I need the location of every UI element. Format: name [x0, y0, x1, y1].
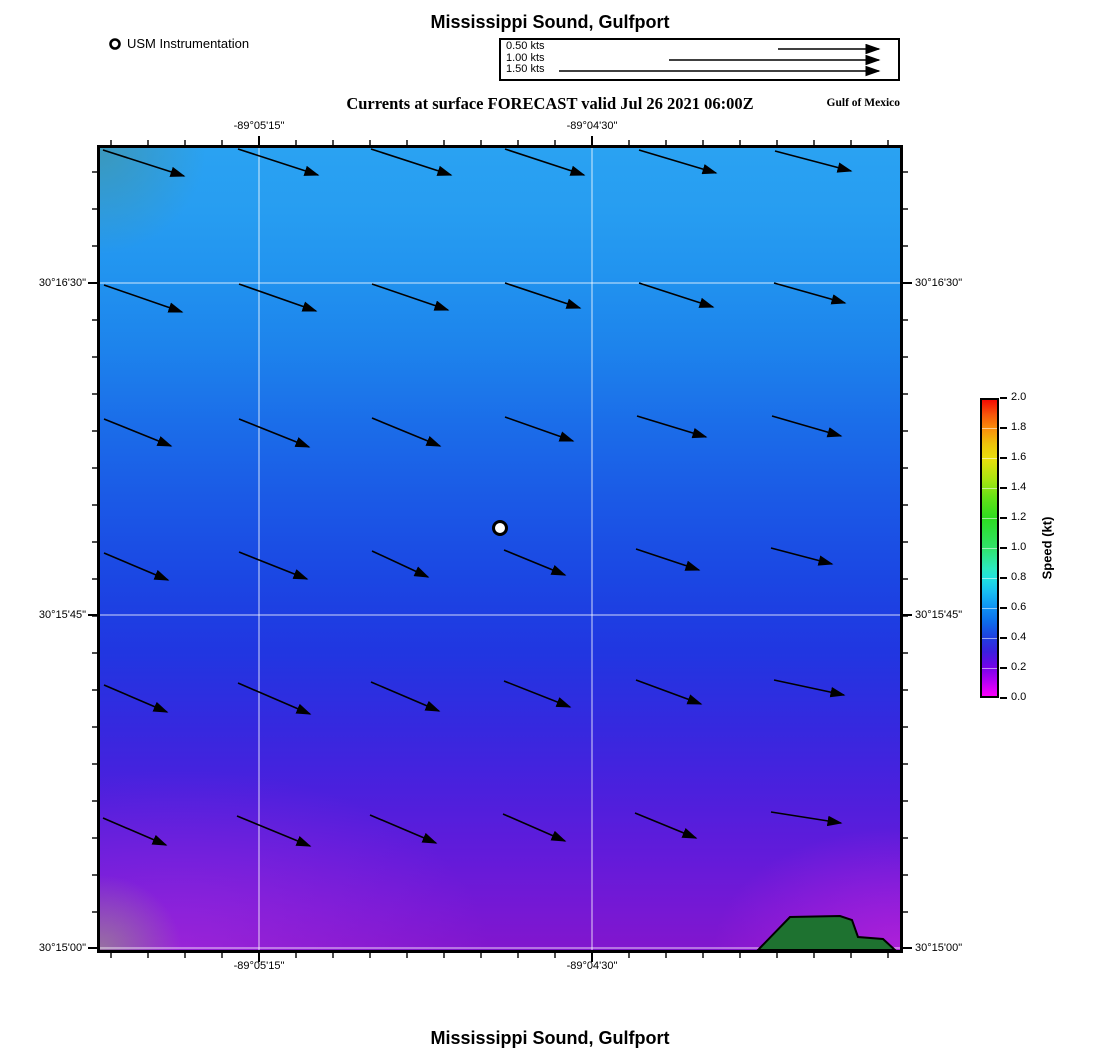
- latitude-label-right: 30°16'30": [915, 277, 963, 289]
- instrument-marker-icon: [108, 37, 122, 51]
- latitude-label-right: 30°15'00": [915, 942, 963, 954]
- colorbar-tick-label: 1.2: [1011, 511, 1027, 523]
- colorbar-gridline: [982, 578, 997, 579]
- longitude-label-bottom: -89°04'30": [566, 960, 618, 972]
- colorbar-tick: [1000, 607, 1007, 609]
- colorbar-gridline: [982, 458, 997, 459]
- latitude-label-left: 30°16'30": [38, 277, 86, 289]
- scale-legend-label: 1.00 kts: [506, 51, 545, 64]
- forecast-subtitle: Currents at surface FORECAST valid Jul 26 2021 06:00Z: [346, 94, 754, 113]
- longitude-label-top: -89°04'30": [566, 120, 618, 132]
- colorbar-tick: [1000, 427, 1007, 429]
- scale-legend-label: 1.50 kts: [506, 63, 545, 75]
- colorbar-gridline: [982, 638, 997, 639]
- instrument-legend-label: USM Instrumentation: [127, 36, 250, 51]
- page-title: Mississippi Sound, Gulfport: [430, 12, 670, 32]
- colorbar-gridline: [982, 428, 997, 429]
- colorbar-tick: [1000, 547, 1007, 549]
- colorbar-tick: [1000, 577, 1007, 579]
- latitude-label-left: 30°15'00": [38, 942, 86, 954]
- colorbar-gridline: [982, 668, 997, 669]
- colorbar-tick-label: 0.0: [1011, 691, 1027, 703]
- colorbar-gridline: [982, 548, 997, 549]
- colorbar-tick-label: 0.2: [1011, 661, 1027, 673]
- region-label: Gulf of Mexico: [826, 97, 900, 109]
- speed-scale-legend: [499, 38, 900, 81]
- colorbar-tick-label: 0.6: [1011, 601, 1027, 613]
- colorbar-tick-label: 1.0: [1011, 541, 1027, 553]
- colorbar-tick-label: 1.8: [1011, 421, 1027, 433]
- colorbar-gridline: [982, 608, 997, 609]
- colorbar-tick-label: 0.4: [1011, 631, 1027, 643]
- colorbar-tick-label: 1.6: [1011, 451, 1027, 463]
- colorbar-tick-label: 0.8: [1011, 571, 1027, 583]
- map-speed-field: [100, 148, 900, 950]
- colorbar-tick-label: 2.0: [1011, 391, 1027, 403]
- scale-legend-label: 0.50 kts: [506, 40, 545, 52]
- instrument-legend: [108, 36, 249, 51]
- colorbar-tick: [1000, 487, 1007, 489]
- latitude-label-left: 30°15'45": [38, 609, 86, 621]
- latitude-label-right: 30°15'45": [915, 609, 963, 621]
- colorbar-tick: [1000, 517, 1007, 519]
- colorbar-tick: [1000, 667, 1007, 669]
- bottom-title: Mississippi Sound, Gulfport: [430, 1028, 670, 1048]
- colorbar-gridline: [982, 518, 997, 519]
- colorbar-title: Speed (kt): [1039, 516, 1055, 580]
- longitude-label-top: -89°05'15": [233, 120, 285, 132]
- colorbar-tick: [1000, 397, 1007, 399]
- colorbar-tick: [1000, 697, 1007, 699]
- colorbar-gridline: [982, 488, 997, 489]
- longitude-label-bottom: -89°05'15": [233, 960, 285, 972]
- colorbar-tick: [1000, 637, 1007, 639]
- colorbar-tick: [1000, 457, 1007, 459]
- colorbar-tick-label: 1.4: [1011, 481, 1027, 493]
- speed-scale-arrows: [501, 40, 894, 77]
